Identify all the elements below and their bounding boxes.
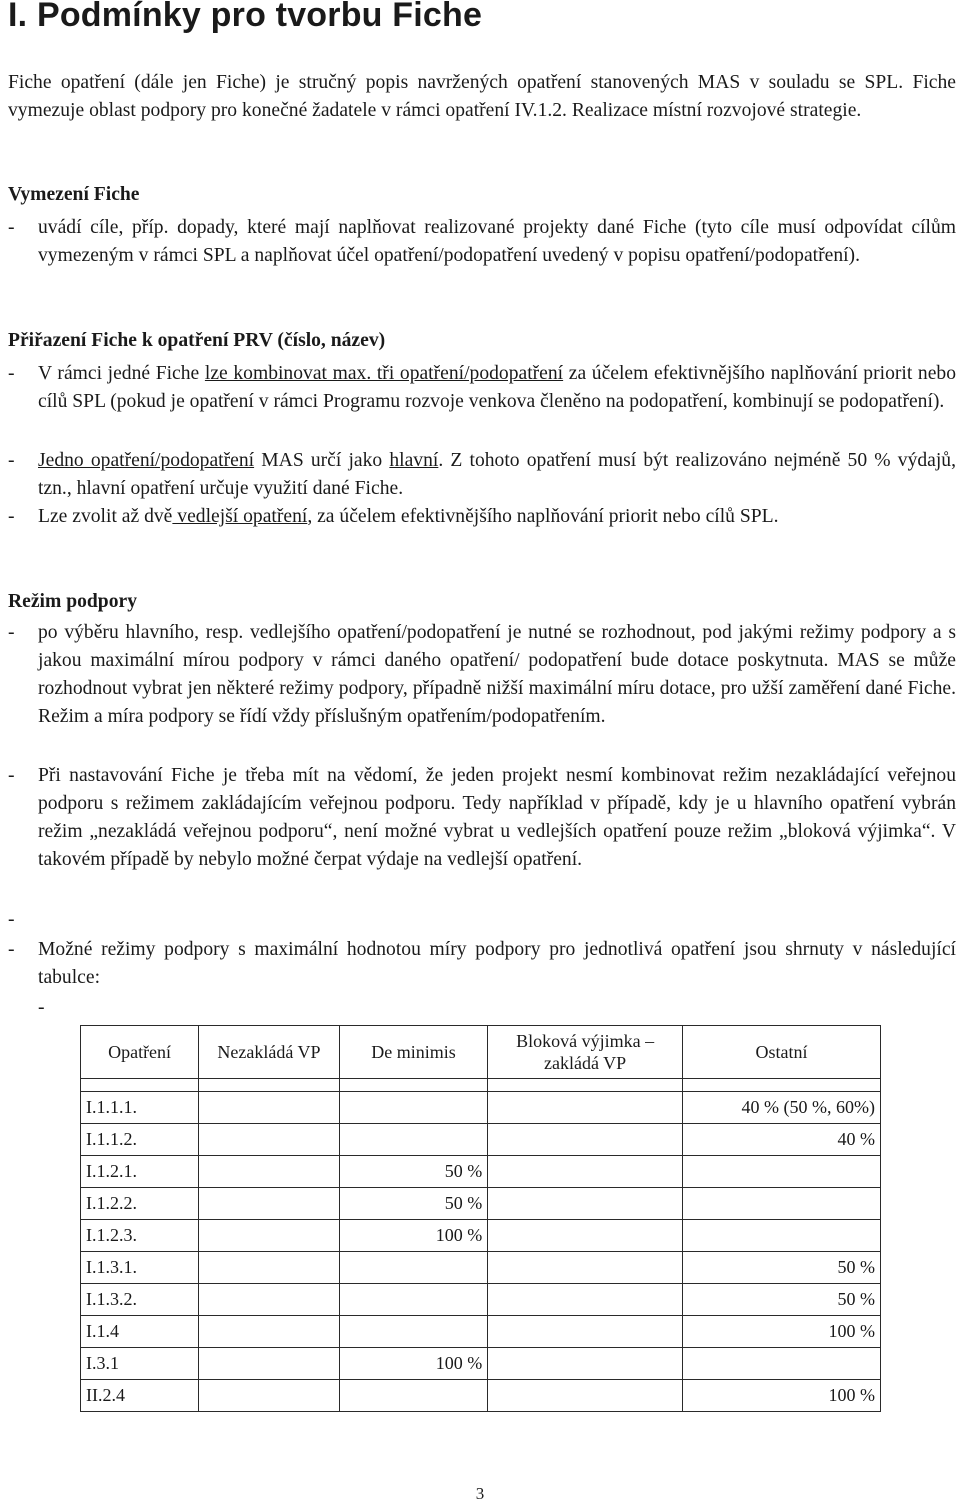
table-cell <box>488 1188 683 1220</box>
dash-marker: - <box>8 909 15 930</box>
table-cell <box>488 1380 683 1412</box>
list-item-text <box>38 360 956 416</box>
list-item-text <box>38 503 956 531</box>
dash-marker: - <box>8 622 15 643</box>
table-cell: 100 % <box>339 1348 488 1380</box>
text-run: , za účelem efektivnějšího naplňování priorit nebo cílů SPL. <box>307 506 779 527</box>
list-item <box>8 214 956 270</box>
table-cell <box>682 1188 880 1220</box>
column-header: Nezakládá VP <box>199 1026 340 1079</box>
column-header: Bloková výjimka – zakládá VP <box>488 1026 683 1079</box>
table-cell <box>488 1348 683 1380</box>
table-cell: 50 % <box>682 1284 880 1316</box>
table-cell: 40 % <box>682 1124 880 1156</box>
measure-cell: I.1.2.2. <box>81 1188 199 1220</box>
table-cell: 50 % <box>339 1156 488 1188</box>
column-header: Opatření <box>81 1026 199 1079</box>
table-cell: 100 % <box>682 1316 880 1348</box>
underlined-text: vedlejší opatření <box>172 506 308 527</box>
measure-cell: I.3.1 <box>81 1348 199 1380</box>
table-cell <box>339 1252 488 1284</box>
intro-paragraph: Fiche opatření (dále jen Fiche) je stručný popis navržených opatření stanovených MAS v souladu se SPL. Fiche vymezuje oblast podpory pro konečné žadatele v rámci opatření IV.1.2. Realizace místní rozvojové strategie. <box>8 72 956 121</box>
table-cell <box>199 1284 340 1316</box>
list-item-text: uvádí cíle, příp. dopady, které mají naplňovat realizované projekty dané Fiche (tyto cíle musí odpovídat cílům vymezeným v rámci SPL a naplňovat účel opatření/podopatření uvedený v popisu opatření/podopatření). <box>38 217 956 266</box>
text-run: V rámci jedné Fiche <box>38 363 205 384</box>
dash-marker: - <box>8 506 15 527</box>
table-cell: 100 % <box>339 1220 488 1252</box>
list-item-text: po výběru hlavního, resp. vedlejšího opatření/podopatření je nutné se rozhodnout, pod jakými režimy podpory a s jakou maximální mírou podpory v rámci daného opatření/ podopatření bude dotace poskytnuta. MAS se může rozhodnout vybrat jen některé režimy podpory, případně nižší maximální míru dotace, pro užší zaměření dané Fiche. Režim a míra podpory se řídí vždy příslušným opatřením/podopatřením. <box>38 622 956 727</box>
table-row <box>81 1124 881 1156</box>
section-heading-rezim: Režim podpory <box>8 591 137 612</box>
table-spacer-row <box>81 1079 881 1092</box>
table-row <box>81 1284 881 1316</box>
table-body <box>81 1079 881 1412</box>
list-item <box>8 447 956 503</box>
page-title: I. Podmínky pro tvorbu Fiche <box>8 0 483 34</box>
text-run: MAS určí jako <box>254 450 390 471</box>
spacer-cell <box>339 1079 488 1092</box>
table-cell <box>488 1220 683 1252</box>
column-header: Ostatní <box>682 1026 880 1079</box>
measure-cell: I.1.3.2. <box>81 1284 199 1316</box>
table-cell <box>339 1284 488 1316</box>
table-row <box>81 1220 881 1252</box>
table-cell <box>682 1348 880 1380</box>
table-row <box>81 1348 881 1380</box>
dash-marker: - <box>38 997 45 1018</box>
dash-marker: - <box>8 450 15 471</box>
list-item-text: Při nastavování Fiche je třeba mít na vědomí, že jeden projekt nesmí kombinovat režim nezakládající veřejnou podporu s režimem zakládajícím veřejnou podporu. Tedy například v případě, kdy je u hlavního opatření vybrán režim „nezakládá veřejnou podporu“, není možné vybrat u vedlejších opatření pouze režim „bloková výjimka“. V takovém případě by nebylo možné čerpat výdaje na vedlejší opatření. <box>38 765 956 870</box>
table-cell <box>488 1156 683 1188</box>
list-item-text <box>38 447 956 503</box>
table-row <box>81 1156 881 1188</box>
table-cell <box>199 1156 340 1188</box>
table-cell: 40 % (50 %, 60%) <box>682 1092 880 1124</box>
measure-cell: I.1.2.1. <box>81 1156 199 1188</box>
table-cell: 100 % <box>682 1380 880 1412</box>
table-cell <box>339 1380 488 1412</box>
table-cell: 50 % <box>682 1252 880 1284</box>
list-item <box>8 503 956 531</box>
table-row <box>81 1188 881 1220</box>
table-cell <box>682 1156 880 1188</box>
text-run: Lze zvolit až dvě <box>38 506 173 527</box>
table-cell <box>199 1380 340 1412</box>
table-cell <box>199 1092 340 1124</box>
list-item <box>8 619 956 731</box>
table-cell <box>488 1092 683 1124</box>
measure-cell: I.1.3.1. <box>81 1252 199 1284</box>
table-row <box>81 1380 881 1412</box>
list-item <box>8 360 956 416</box>
table-cell <box>199 1220 340 1252</box>
table-cell <box>199 1316 340 1348</box>
underlined-text: lze kombinovat max. tři opatření/podopatření <box>204 363 564 384</box>
dash-marker: - <box>8 939 15 960</box>
table-cell <box>488 1284 683 1316</box>
text-run: za účelem efektivnějšího naplňování priorit nebo cílů SPL (pokud je opatření v rámci Programu rozvoje venkova členěno na podopatření, kombinují se podopatření). <box>38 363 956 412</box>
table-cell <box>488 1124 683 1156</box>
underlined-text: Jedno opatření/podopatření <box>38 450 255 471</box>
table-row <box>81 1316 881 1348</box>
table-cell <box>339 1092 488 1124</box>
list-item <box>8 762 956 874</box>
table-cell <box>488 1252 683 1284</box>
table-cell <box>199 1348 340 1380</box>
column-header: De minimis <box>339 1026 488 1079</box>
measure-cell: II.2.4 <box>81 1380 199 1412</box>
measure-cell: I.1.2.3. <box>81 1220 199 1252</box>
spacer-cell <box>488 1079 683 1092</box>
table-cell: 50 % <box>339 1188 488 1220</box>
page-number: 3 <box>475 1484 485 1503</box>
spacer-cell <box>682 1079 880 1092</box>
table-cell <box>488 1316 683 1348</box>
table-cell <box>199 1188 340 1220</box>
list-item-text: Možné režimy podpory s maximální hodnotou míry podpory pro jednotlivá opatření jsou shrnuty v následující tabulce: <box>38 939 956 988</box>
spacer-cell <box>199 1079 340 1092</box>
table-header-row <box>81 1026 881 1079</box>
measure-cell: I.1.1.1. <box>81 1092 199 1124</box>
table-row <box>81 1092 881 1124</box>
section-heading-prirazeni: Přiřazení Fiche k opatření PRV (číslo, název) <box>8 330 386 351</box>
list-item <box>8 936 956 992</box>
section-heading-vymezeni: Vymezení Fiche <box>8 184 140 205</box>
table-cell <box>682 1220 880 1252</box>
dash-marker: - <box>8 217 15 238</box>
table-cell <box>339 1316 488 1348</box>
dash-marker: - <box>8 765 15 786</box>
text-run: . Z tohoto opatření musí být realizováno nejméně 50 % výdajů, tzn., hlavní opatření určuje využití dané Fiche. <box>38 450 956 499</box>
table-cell <box>339 1124 488 1156</box>
underlined-text: hlavní <box>389 450 439 471</box>
support-modes-table <box>80 1025 881 1412</box>
spacer-cell <box>81 1079 199 1092</box>
table-cell <box>199 1124 340 1156</box>
dash-marker: - <box>8 363 15 384</box>
table-row <box>81 1252 881 1284</box>
measure-cell: I.1.4 <box>81 1316 199 1348</box>
table-cell <box>199 1252 340 1284</box>
measure-cell: I.1.1.2. <box>81 1124 199 1156</box>
